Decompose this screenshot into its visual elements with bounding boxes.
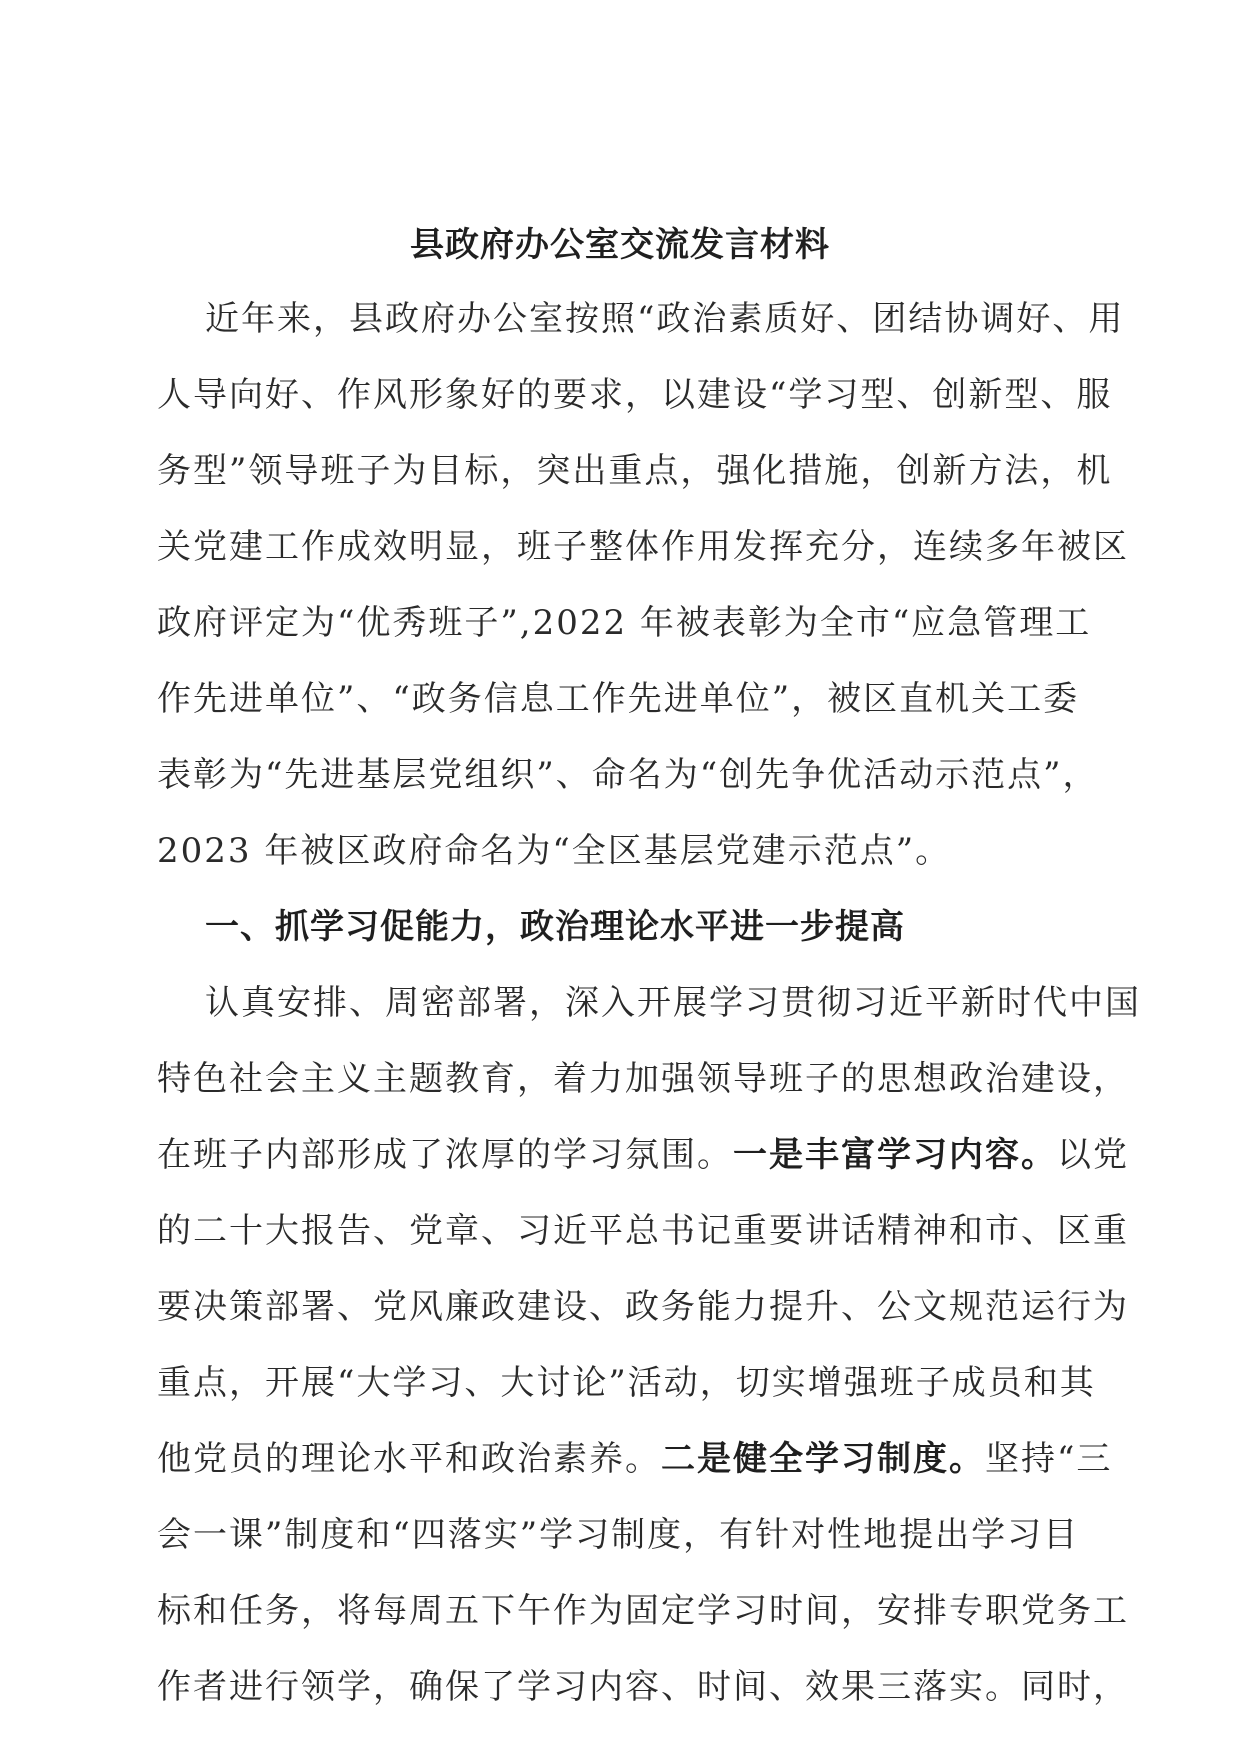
section-heading: 一、抓学习促能力，政治理论水平进一步提高 <box>205 907 905 947</box>
body-line: 要决策部署、党风廉政建设、政务能力提升、公文规范运行为 <box>157 1287 1129 1327</box>
body-line: 标和任务，将每周五下午作为固定学习时间，安排专职党务工 <box>157 1591 1129 1631</box>
body-line <box>157 1436 1113 1482</box>
body-line: 认真安排、周密部署，深入开展学习贯彻习近平新时代中国 <box>205 983 1141 1023</box>
body-line: 重点，开展“大学习、大讨论”活动，切实增强班子成员和其 <box>157 1363 1096 1403</box>
intro-line: 作先进单位”、“政务信息工作先进单位”，被区直机关工委 <box>157 679 1080 719</box>
intro-line: 2023 年被区政府命名为“全区基层党建示范点”。 <box>157 831 952 871</box>
intro-line: 人导向好、作风形象好的要求，以建设“学习型、创新型、服 <box>157 375 1113 415</box>
body-text: 坚持“三 <box>985 1439 1113 1479</box>
body-line: 特色社会主义主题教育，着力加强领导班子的思想政治建设， <box>157 1059 1129 1099</box>
body-text: 他党员的理论水平和政治素养。 <box>157 1439 661 1479</box>
intro-line: 务型”领导班子为目标，突出重点，强化措施，创新方法，机 <box>157 451 1113 491</box>
intro-line: 表彰为“先进基层党组织”、命名为“创先争优活动示范点”， <box>157 755 1099 795</box>
body-line: 作者进行领学，确保了学习内容、时间、效果三落实。同时， <box>157 1667 1129 1707</box>
intro-line: 关党建工作成效明显，班子整体作用发挥充分，连续多年被区 <box>157 527 1129 567</box>
bold-subheading: 二是健全学习制度。 <box>661 1439 985 1479</box>
intro-line: 政府评定为“优秀班子”,2022 年被表彰为全市“应急管理工 <box>157 603 1092 643</box>
body-text: 在班子内部形成了浓厚的学习氛围。 <box>157 1135 733 1175</box>
body-text: 以党 <box>1057 1135 1129 1175</box>
bold-subheading: 一是丰富学习内容。 <box>733 1135 1057 1175</box>
document-title: 县政府办公室交流发言材料 <box>410 225 830 265</box>
body-line: 的二十大报告、党章、习近平总书记重要讲话精神和市、区重 <box>157 1211 1129 1251</box>
body-line: 会一课”制度和“四落实”学习制度，有针对性地提出学习目 <box>157 1515 1080 1555</box>
intro-line: 近年来，县政府办公室按照“政治素质好、团结协调好、用 <box>205 299 1125 339</box>
body-line <box>157 1132 1129 1178</box>
